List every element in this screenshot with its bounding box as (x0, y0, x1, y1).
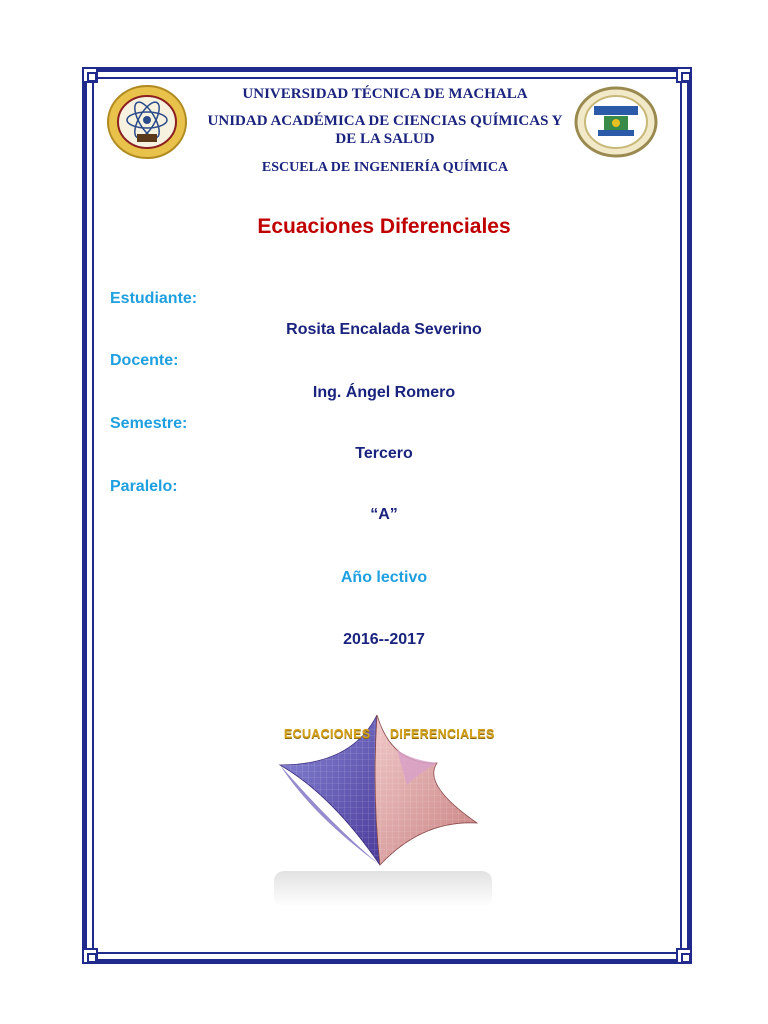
document-title: Ecuaciones Diferenciales (257, 215, 511, 238)
teacher-label: Docente: (110, 352, 179, 369)
equations-illustration (272, 705, 494, 911)
academic-unit-line2: DE LA SALUD (335, 131, 435, 147)
university-seal-icon (106, 84, 188, 160)
corner-ornament-bottom-right (676, 948, 692, 964)
student-label: Estudiante: (110, 290, 198, 307)
academic-year-value: 2016--2017 (343, 631, 425, 648)
corner-ornament-bottom-left (82, 948, 98, 964)
faculty-seal-icon (574, 86, 658, 158)
student-value: Rosita Encalada Severino (286, 321, 482, 338)
figure-word-ecuaciones: ECUACIONES (284, 727, 371, 741)
university-name: UNIVERSIDAD TÉCNICA DE MACHALA (242, 86, 528, 102)
school-name: ESCUELA DE INGENIERÍA QUÍMICA (261, 160, 509, 175)
semester-label: Semestre: (110, 415, 188, 432)
parallel-value: “A” (370, 506, 398, 523)
figure-word-diferenciales: DIFERENCIALES (390, 727, 495, 741)
teacher-value: Ing. Ángel Romero (312, 384, 456, 401)
corner-ornament-top-left (82, 67, 98, 83)
academic-unit-line1: UNIDAD ACADÉMICA DE CIENCIAS QUÍMICAS Y (207, 113, 563, 129)
parallel-label: Paralelo: (110, 478, 178, 495)
semester-value: Tercero (355, 445, 413, 462)
corner-ornament-top-right (676, 67, 692, 83)
academic-year-label: Año lectivo (340, 569, 428, 586)
